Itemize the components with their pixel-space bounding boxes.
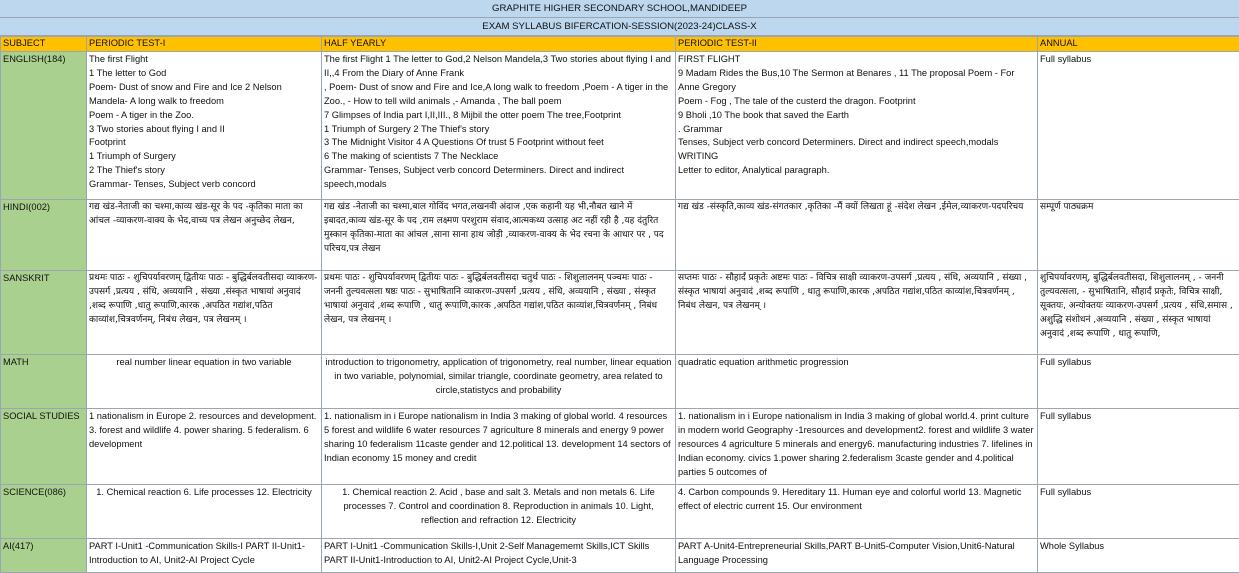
cell-text: सप्तमः पाठः - सौहार्दं प्रकृतेः अष्टमः पाठः - विचित्र साक्षी व्याकरण-उपसर्ग ,प्रत्यय , संधि, अव्ययानि , संख्या , संस्कृत भाषायां अनुवादं ,शब्द रूपाणि , धातु रूपाणि,कारक ,अपठित गद्यांश,पठित काव्यांश,चित्रवर्णनम् , निबंध लेखन, पत्र लेखनम् ।: [678, 272, 1035, 354]
pt1-cell[interactable]: [87, 539, 322, 573]
half-yearly-cell[interactable]: [322, 539, 676, 573]
header-periodic-test-2[interactable]: PERIODIC TEST-II: [676, 37, 1038, 52]
cell-text: गद्य खंड -नेताजी का चश्मा,बाल गोविंद भगत,लखनवी अंदाज ,एक कहानी यह भी,नौबत खाने में इबादत,काव्य खंड-सूर के पद ,राम लक्ष्मण परशुराम संवाद,आत्मकथ्य उत्साह अट नहीं रही है ,यह दंतुरित मुस्कान कृतिका-माता का आंचल ,साना साना हाथ जोड़ी ,व्याकरण-वाक्य के भेद रचना के आधार पर , पद परिचय,पत्र लेखन: [324, 201, 673, 270]
pt1-cell[interactable]: [87, 200, 322, 271]
subject-cell[interactable]: [1, 485, 87, 539]
annual-cell[interactable]: [1038, 409, 1239, 485]
cell-text: PART I-Unit1 -Communication Skills-I,Unit 2-Self Managememt Skills,ICT Skills PART II-Unit1-Introduction to AI, Unit2-AI Project Cycle,Unit-3: [324, 540, 673, 572]
cell-text: ENGLISH(184): [3, 53, 84, 199]
subject-cell[interactable]: [1, 52, 87, 200]
subject-cell[interactable]: [1, 539, 87, 573]
cell-text: Full syllabus: [1040, 410, 1237, 484]
row-sanskrit: [1, 271, 1239, 355]
cell-text: The first Flight 1 The letter to God,2 Nelson Mandela,3 Two stories about flying I and II,,4 From the Diary of Anne Frank , Poem- Dust of snow and Fire and Ice,A long walk to freedom ,Poem - A tiger in the Zoo., - How to tell wild animals ,- Amanda , The ball poem 7 Glimpses of India part I,II,III., 8 Mijbil the otter poem The tree,Footprint 1 Triumph of Surgery 2 The Thief's story 3 The Midnight Visitor 4 A Questions Of trust 5 Footprint without feet 6 The making of scientists 7 The Necklace Grammar- Tenses, Subject verb concord Determiners. Direct and indirect speech,modals: [324, 53, 673, 199]
cell-text: गद्य खंड-नेताजी का चश्मा,काव्य खंड-सूर के पद -कृतिका माता का आंचल -व्याकरण-वाक्य के भेद,वाच्य पत्र लेखन अनुच्छेद लेखन,: [89, 201, 319, 270]
cell-text: 1. nationalism in i Europe nationalism in India 3 making of global world.4. print culture in modern world Geography -1resources and development2. forest and wildlife 3 water resources 4 agriculture 5 minerals and energy6. manufacturing industries 7. lifelines in Indian economy. civics 1.power sharing 2.federalism 3caste gender and 4.political parties 5 outcomes of: [678, 410, 1035, 484]
cell-text: HINDI(002): [3, 201, 84, 270]
cell-text: 1 nationalism in Europe 2. resources and development. 3. forest and wildlife 4. power sharing. 5 federalism. 6 development: [89, 410, 319, 484]
row-english: [1, 52, 1239, 200]
cell-text: PART A-Unit4-Entrepreneurial Skills,PART B-Unit5-Computer Vision,Unit6-Natural Language Processing: [678, 540, 1035, 572]
cell-text: 1. Chemical reaction 2. Acid , base and salt 3. Metals and non metals 6. Life processes 7. Control and coordination 8. Reproduction in animals 10. Light, reflection and refraction 12. Electricity: [324, 486, 673, 538]
header-annual[interactable]: ANNUAL: [1038, 37, 1239, 52]
header-half-yearly[interactable]: HALF YEARLY: [322, 37, 676, 52]
cell-text: The first Flight 1 The letter to God Poem- Dust of snow and Fire and Ice 2 Nelson Mandela- A long walk to freedom Poem - A tiger in the Zoo. 3 Two stories about flying I and II Footprint 1 Triumph of Surgery 2 The Thief's story Grammar- Tenses, Subject verb concord: [89, 53, 319, 199]
subject-cell[interactable]: [1, 271, 87, 355]
row-math: [1, 355, 1239, 409]
cell-text: FIRST FLIGHT 9 Madam Rides the Bus,10 The Sermon at Benares , 11 The proposal Poem - For Anne Gregory Poem - Fog , The tale of the custerd the dragon. Footprint 9 Bholi ,10 The book that saved the Earth . Grammar Tenses, Subject verb concord Determiners. Direct and indirect speech,modals WRITING Letter to editor, Analytical paragraph.: [678, 53, 1035, 199]
annual-cell[interactable]: [1038, 485, 1239, 539]
cell-text: Full syllabus: [1040, 356, 1237, 408]
pt2-cell[interactable]: [676, 200, 1038, 271]
cell-text: SANSKRIT: [3, 272, 84, 354]
cell-text: Full syllabus: [1040, 486, 1237, 538]
pt2-cell[interactable]: [676, 485, 1038, 539]
half-yearly-cell[interactable]: [322, 271, 676, 355]
cell-text: MATH: [3, 356, 84, 408]
cell-text: प्रथमः पाठः - शुचिपर्यावरणम् द्वितीयः पाठः - बुद्धिर्बलवतीसदा चतुर्थ पाठः - शिशुलालनम् पञ्चमः पाठः - जननी तुल्यवत्सला षष्ठः पाठः - सुभाषितानि व्याकरण-उपसर्ग ,प्रत्यय , संधि, अव्ययानि , संख्या , संस्कृत भाषायां अनुवादं ,शब्द रूपाणि , धातु रूपाणि,कारक ,अपठित गद्यांश,पठित काव्यांश,चित्रवर्णनम् , निबंध लेखन, पत्र लेखनम् ।: [324, 272, 673, 354]
school-title[interactable]: GRAPHITE HIGHER SECONDARY SCHOOL,MANDIDEEP: [0, 0, 1239, 18]
pt1-cell[interactable]: [87, 355, 322, 409]
half-yearly-cell[interactable]: [322, 200, 676, 271]
cell-text: PART I-Unit1 -Communication Skills-I PART II-Unit1-Introduction to AI, Unit2-AI Project Cycle: [89, 540, 319, 572]
subject-cell[interactable]: [1, 409, 87, 485]
header-row: [1, 37, 1239, 52]
half-yearly-cell[interactable]: [322, 409, 676, 485]
half-yearly-cell[interactable]: [322, 485, 676, 539]
cell-text: Whole Syllabus: [1040, 540, 1237, 572]
cell-text: 1. Chemical reaction 6. Life processes 12. Electricity: [89, 486, 319, 538]
cell-text: quadratic equation arithmetic progression: [678, 356, 1035, 408]
pt2-cell[interactable]: [676, 271, 1038, 355]
cell-text: प्रथमः पाठः - शुचिपर्यावरणम् द्वितीयः पाठः - बुद्धिर्बलवतीसदा व्याकरण-उपसर्ग ,प्रत्यय , संधि, अव्ययानि , संख्या ,संस्कृत भाषायां अनुवादं ,शब्द रूपाणि ,धातु रूपाणि,कारक ,अपठित गद्यांश,पठित काव्यांश,चित्रवर्णनम्, निबंध लेखन, पत्र लेखनम् ।: [89, 272, 319, 354]
cell-text: introduction to trigonometry, application of trigonometry, real number, linear equation in two variable, polynomial, similar triangle, coordinate geometry, area related to circle,statistycs and probability: [324, 356, 673, 408]
cell-text: 1. nationalism in i Europe nationalism in India 3 making of global world. 4 resources 5 forest and wildlife 6 water resources 7 agriculture 8 minerals and energy 9 power sharing 10 federalism 11caste gender and 12.political 13. development 14 sectors of Indian economy 15 money and credit: [324, 410, 673, 484]
row-social-studies: [1, 409, 1239, 485]
cell-text: AI(417): [3, 540, 84, 572]
row-ai: [1, 539, 1239, 573]
pt2-cell[interactable]: [676, 355, 1038, 409]
syllabus-title[interactable]: EXAM SYLLABUS BIFERCATION-SESSION(2023-24)CLASS-X: [0, 18, 1239, 36]
cell-text: SOCIAL STUDIES: [3, 410, 84, 484]
half-yearly-cell[interactable]: [322, 355, 676, 409]
cell-text: सम्पूर्ण पाठ्यक्रम: [1040, 201, 1237, 270]
cell-text: Full syllabus: [1040, 53, 1237, 199]
subject-cell[interactable]: [1, 200, 87, 271]
header-subject[interactable]: SUBJECT: [1, 37, 87, 52]
cell-text: real number linear equation in two variable: [89, 356, 319, 408]
annual-cell[interactable]: [1038, 355, 1239, 409]
annual-cell[interactable]: [1038, 271, 1239, 355]
subject-cell[interactable]: [1, 355, 87, 409]
half-yearly-cell[interactable]: [322, 52, 676, 200]
cell-text: 4. Carbon compounds 9. Hereditary 11. Human eye and colorful world 13. Magnetic effect of electric current 15. Our environment: [678, 486, 1035, 538]
header-periodic-test-1[interactable]: PERIODIC TEST-I: [87, 37, 322, 52]
pt2-cell[interactable]: [676, 52, 1038, 200]
pt2-cell[interactable]: [676, 409, 1038, 485]
pt1-cell[interactable]: [87, 52, 322, 200]
syllabus-table: [0, 36, 1239, 573]
row-hindi: [1, 200, 1239, 271]
row-science: [1, 485, 1239, 539]
cell-text: शुचिपर्यावरणम्, बुद्धिर्बलवतीसदा, शिशुलालनम् , - जननी तुल्यवत्सला, - सुभाषितानि, सौहार्दं प्रकृतेः, विचित्र साक्षी, सूक्तयः, अन्योक्तयः व्याकरण-उपसर्ग ,प्रत्यय , संधि,समास , अशुद्धि संशोधनं ,अव्ययानि , संख्या , संस्कृत भाषायां अनुवादं ,शब्द रूपाणि , धातु रूपाणि,: [1040, 272, 1237, 354]
pt1-cell[interactable]: [87, 271, 322, 355]
pt1-cell[interactable]: [87, 409, 322, 485]
annual-cell[interactable]: [1038, 52, 1239, 200]
annual-cell[interactable]: [1038, 200, 1239, 271]
cell-text: SCIENCE(086): [3, 486, 84, 538]
annual-cell[interactable]: [1038, 539, 1239, 573]
pt2-cell[interactable]: [676, 539, 1038, 573]
pt1-cell[interactable]: [87, 485, 322, 539]
cell-text: गद्य खंड -संस्कृति,काव्य खंड-संगतकार ,कृतिका -मैं क्यों लिखता हूं -संदेश लेखन ,ईमेल,व्याकरण-पदपरिचय: [678, 201, 1035, 270]
